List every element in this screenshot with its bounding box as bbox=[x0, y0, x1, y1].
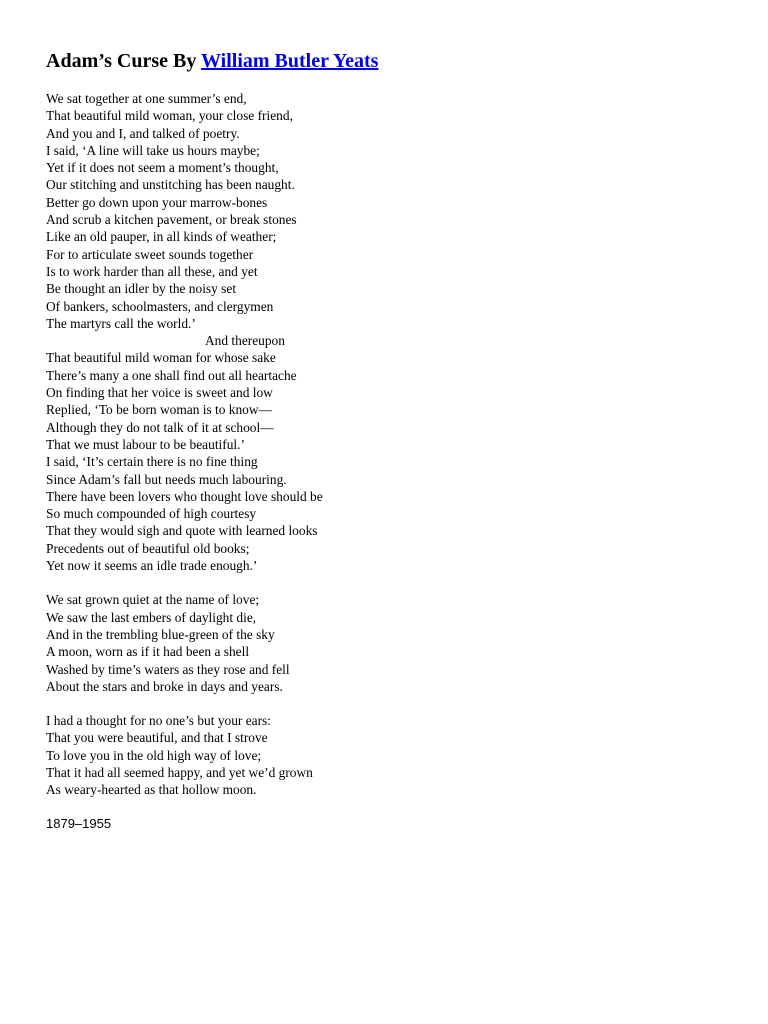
stanza-1 bbox=[46, 90, 726, 574]
stanza-3 bbox=[46, 712, 726, 798]
poem-line: Replied, ‘To be born woman is to know— bbox=[46, 402, 272, 418]
poem-line: We saw the last embers of daylight die, bbox=[46, 609, 257, 625]
poem-line: And you and I, and talked of poetry. bbox=[46, 125, 240, 141]
poem-line: As weary-hearted as that hollow moon. bbox=[46, 782, 257, 798]
poem-line: Although they do not talk of it at school— bbox=[46, 419, 274, 435]
poem-line: That they would sigh and quote with learned looks bbox=[46, 523, 318, 539]
title-text: Adam’s Curse By bbox=[46, 50, 202, 72]
poem-line: That it had all seemed happy, and yet we’d grown bbox=[46, 764, 313, 780]
author-link[interactable]: William Butler Yeats bbox=[201, 50, 379, 72]
poem-line: We sat together at one summer’s end, bbox=[46, 91, 247, 106]
poem-line: That beautiful mild woman for whose sake bbox=[46, 350, 276, 366]
poem-line: Of bankers, schoolmasters, and clergymen bbox=[46, 298, 274, 314]
poem-line: Yet if it does not seem a moment’s thought, bbox=[46, 160, 279, 176]
poem-line: To love you in the old high way of love; bbox=[46, 747, 262, 763]
poem-line: Is to work harder than all these, and yet bbox=[46, 263, 258, 279]
poem-line: We sat grown quiet at the name of love; bbox=[46, 592, 260, 608]
poem-line: So much compounded of high courtesy bbox=[46, 506, 257, 522]
poem-line: Yet now it seems an idle trade enough.’ bbox=[46, 558, 258, 574]
poem-line: There’s many a one shall find out all heartache bbox=[46, 367, 297, 383]
poem-line: Our stitching and unstitching has been naught. bbox=[46, 177, 295, 193]
poem-line: And scrub a kitchen pavement, or break stones bbox=[46, 212, 297, 228]
poem-title bbox=[46, 48, 726, 74]
poem-line: Washed by time’s waters as they rose and fell bbox=[46, 661, 290, 677]
poem-line: Precedents out of beautiful old books; bbox=[46, 540, 250, 556]
poem-line: A moon, worn as if it had been a shell bbox=[46, 644, 250, 660]
poem-line: About the stars and broke in days and years. bbox=[46, 678, 283, 694]
stanza-2 bbox=[46, 591, 726, 695]
poem-line: That we must labour to be beautiful.’ bbox=[46, 436, 245, 452]
poem-line: There have been lovers who thought love should be bbox=[46, 488, 323, 504]
poem-line: I said, ‘It’s certain there is no fine thing bbox=[46, 454, 258, 470]
poem-line: And thereupon bbox=[205, 333, 285, 349]
poem-line: Better go down upon your marrow-bones bbox=[46, 194, 268, 210]
poem-line: That you were beautiful, and that I strove bbox=[46, 730, 268, 746]
author-dates: 1879–1955 bbox=[46, 815, 112, 831]
poem-line: The martyrs call the world.’ bbox=[46, 315, 196, 331]
poem-line: And in the trembling blue-green of the sky bbox=[46, 626, 275, 642]
poem-line: For to articulate sweet sounds together bbox=[46, 246, 254, 262]
poem-line: I said, ‘A line will take us hours maybe; bbox=[46, 142, 260, 158]
poem-line: Since Adam’s fall but needs much labouring. bbox=[46, 471, 287, 487]
poem-line: On finding that her voice is sweet and low bbox=[46, 385, 273, 401]
document-page bbox=[46, 48, 726, 832]
poem-line: That beautiful mild woman, your close friend, bbox=[46, 108, 293, 124]
poem-line: Like an old pauper, in all kinds of weather; bbox=[46, 229, 277, 245]
poem-line: I had a thought for no one’s but your ears: bbox=[46, 713, 271, 729]
poem-line: Be thought an idler by the noisy set bbox=[46, 281, 237, 297]
